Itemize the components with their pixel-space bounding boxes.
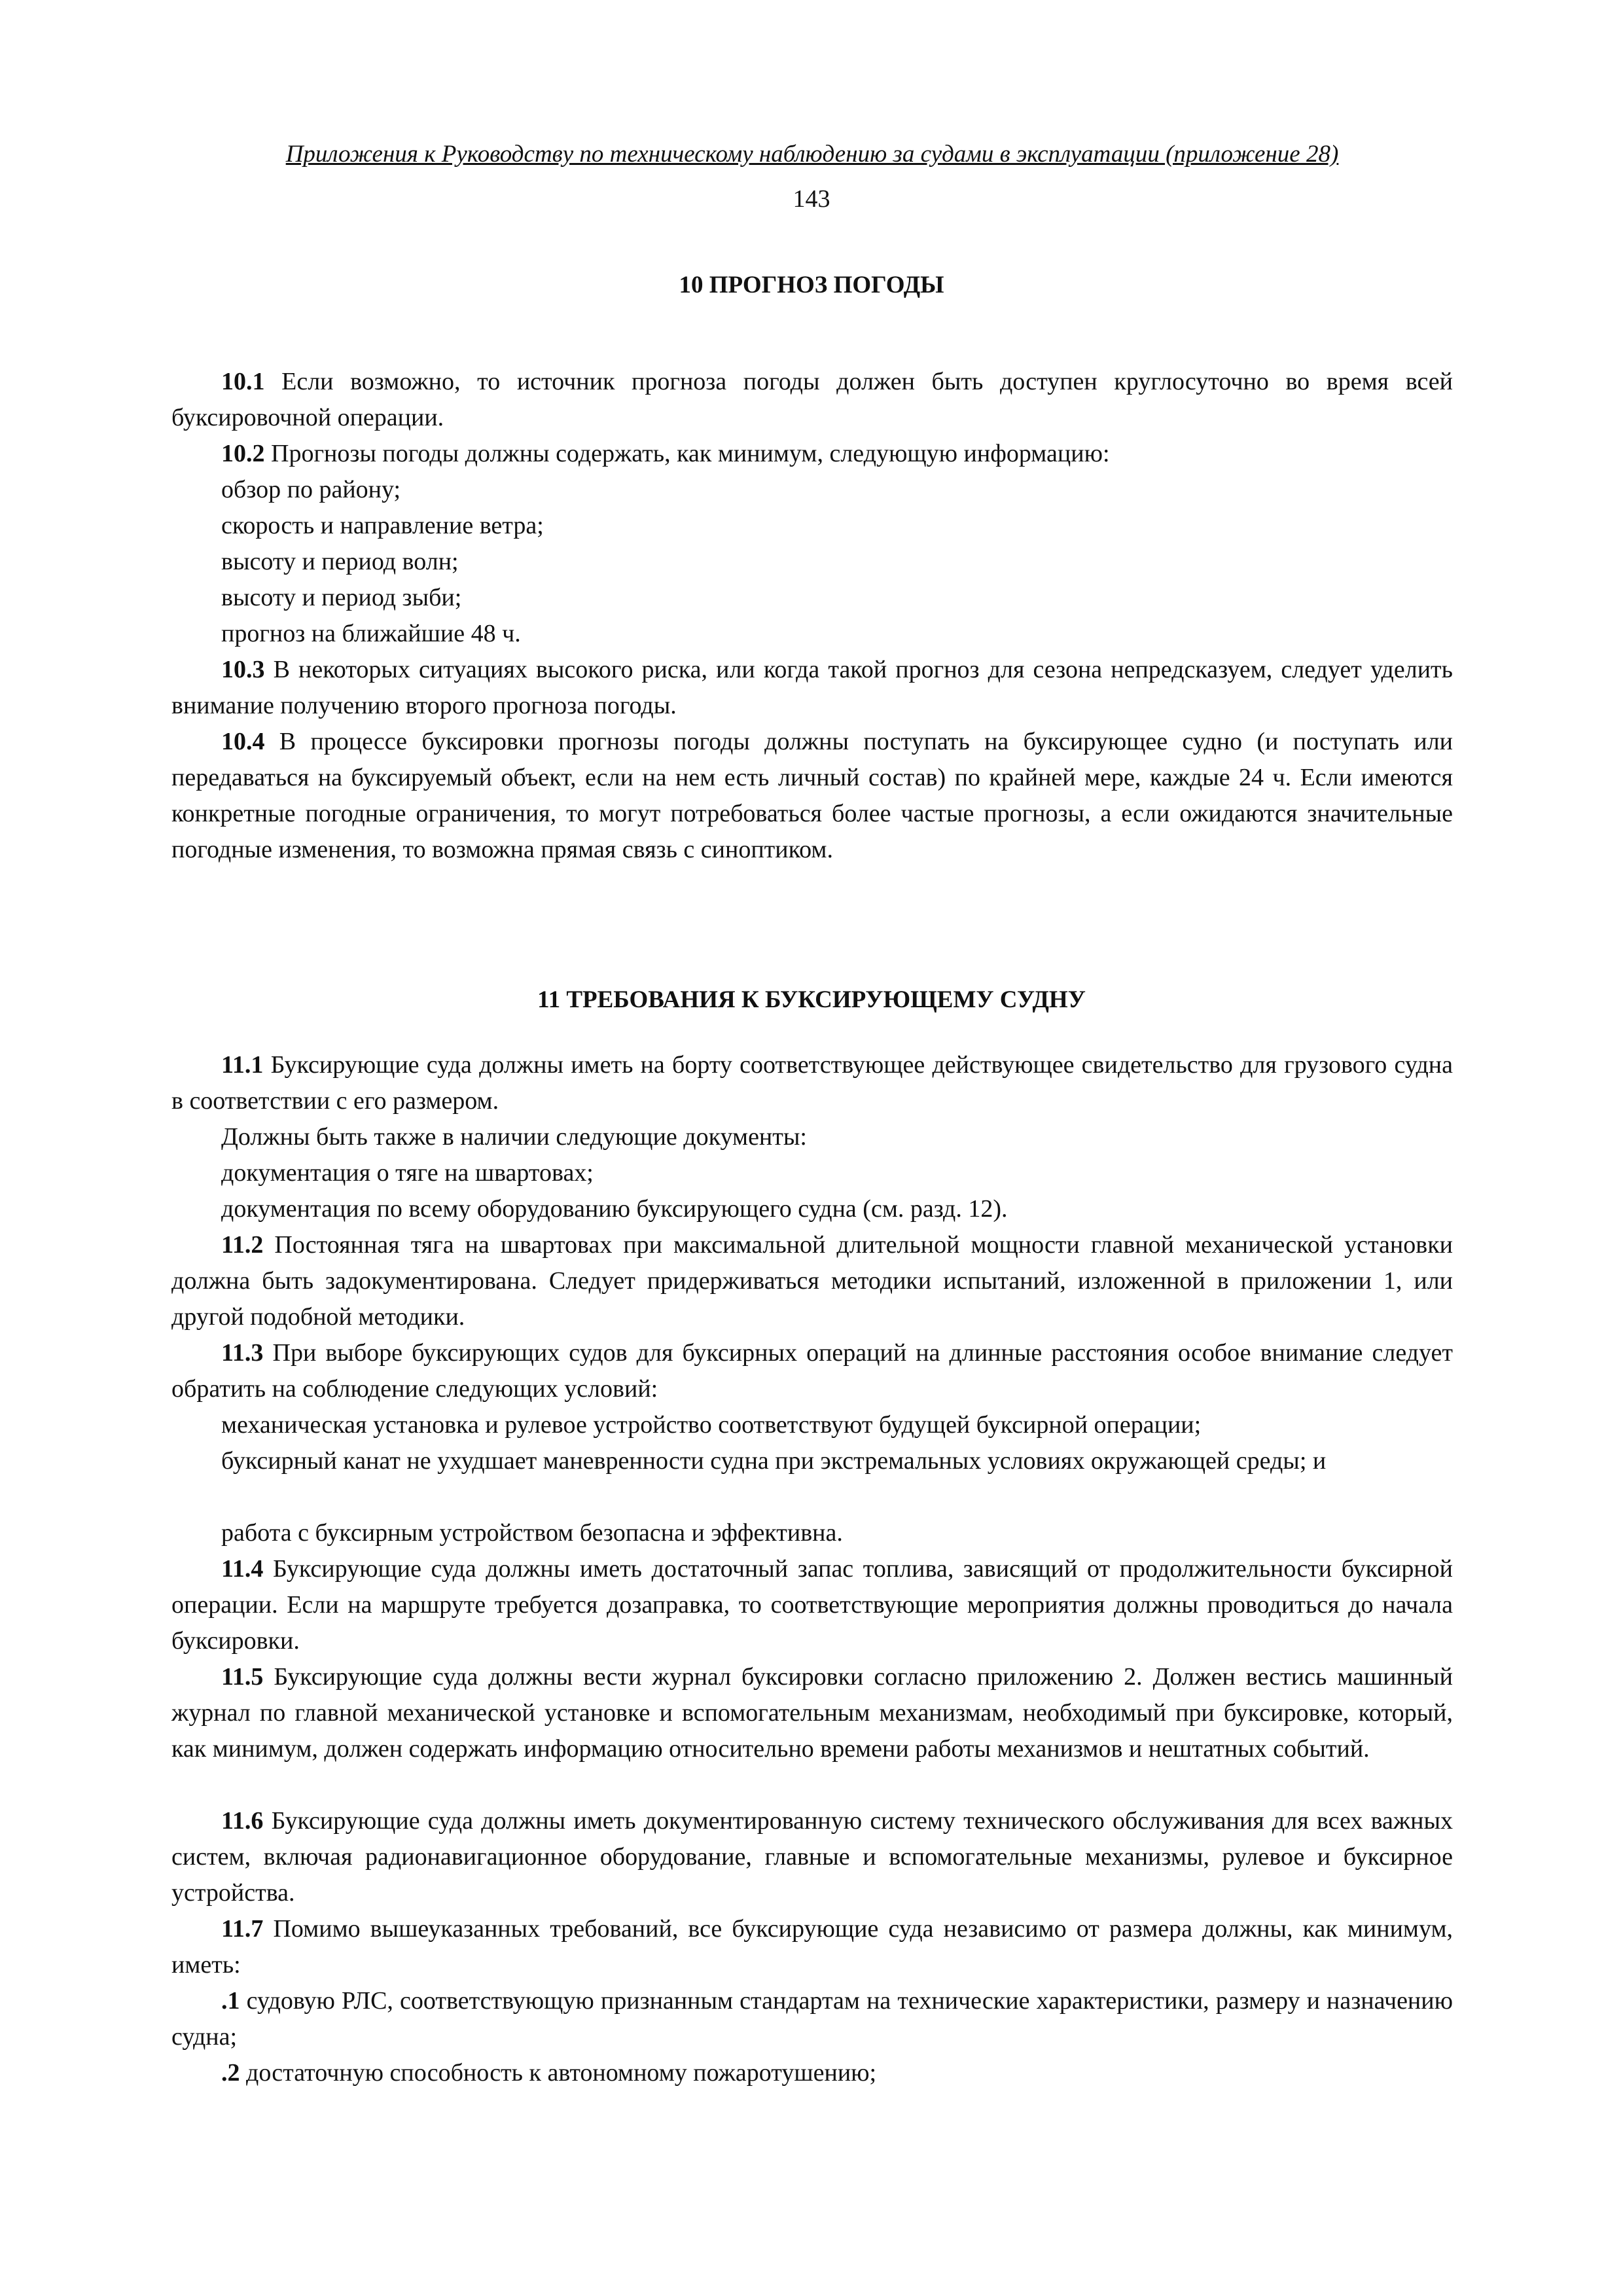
paragraph-text: В процессе буксировки прогнозы погоды должны поступать на буксирующее судно (и поступать или передаваться на буксируемый объект, если на нем есть личный состав) по крайней мере, каждые 24 ч. Если имеются конкретные погодные ограничения, то могут потребоваться более частые прогнозы, а если ожидаются значительные погодные изменения, то возможна прямая связь с синоптиком. <box>171 728 1453 863</box>
condition-item: механическая установка и рулевое устройство соответствуют будущей буксирной операции; <box>221 1411 1202 1439</box>
paragraph-11-3 <box>171 1335 1453 1407</box>
list-item: скорость и направление ветра; <box>221 512 544 539</box>
clause-number: 11.6 <box>221 1807 264 1835</box>
paragraph-text: Если возможно, то источник прогноза погоды должен быть доступен круглосуточно во время всей буксировочной операции. <box>171 368 1453 431</box>
paragraph-text: Прогнозы погоды должны содержать, как минимум, следующую информацию: <box>264 440 1110 467</box>
paragraph-text: При выборе буксирующих судов для буксирных операций на длинные расстояния особое внимание следует обратить на соблюдение следующих условий: <box>171 1339 1453 1403</box>
running-header: Приложения к Руководству по техническому наблюдению за судами в эксплуатации (приложение 28) <box>285 141 1339 168</box>
paragraph-11-6 <box>171 1803 1453 1911</box>
clause-number: 11.5 <box>221 1663 264 1691</box>
documents-intro: Должны быть также в наличии следующие документы: <box>221 1123 807 1151</box>
subitem-text: судовую РЛС, соответствующую признанным стандартам на технические характеристики, размеру и назначению судна; <box>171 1987 1453 2051</box>
condition-item: буксирный канат не ухудшает маневренности судна при экстремальных условиях окружающей среды; и <box>221 1447 1327 1475</box>
clause-number: 11.3 <box>221 1339 264 1367</box>
clause-number: 11.2 <box>221 1231 264 1259</box>
clause-number: 11.1 <box>221 1051 264 1079</box>
clause-number: 11.7 <box>221 1915 264 1943</box>
paragraph-11-5 <box>171 1659 1453 1767</box>
paragraph-text: Помимо вышеуказанных требований, все буксирующие суда независимо от размера должны, как минимум, иметь: <box>171 1915 1453 1979</box>
list-item: документация по всему оборудованию буксирующего судна (см. разд. 12). <box>221 1195 1008 1223</box>
subitem-1 <box>171 1983 1453 2055</box>
section-11-title: 11 ТРЕБОВАНИЯ К БУКСИРУЮЩЕМУ СУДНУ <box>537 986 1086 1013</box>
list-item: документация о тяге на швартовах; <box>221 1159 594 1187</box>
paragraph-10-1 <box>171 364 1453 436</box>
paragraph-11-7 <box>171 1911 1453 1983</box>
subitem-number: .2 <box>221 2059 240 2087</box>
list-item: прогноз на ближайшие 48 ч. <box>221 620 521 647</box>
paragraph-11-1 <box>171 1047 1453 1119</box>
paragraph-11-4 <box>171 1551 1453 1659</box>
paragraph-text: Буксирующие суда должны иметь на борту соответствующее действующее свидетельство для грузового судна в соответствии с его размером. <box>171 1051 1453 1115</box>
clause-number: 10.1 <box>221 368 265 395</box>
paragraph-text: Постоянная тяга на швартовах при максимальной длительной мощности главной механической установки должна быть задокументирована. Следует придерживаться методики испытаний, изложенной в приложении 1, или другой подобной методики. <box>171 1231 1453 1331</box>
subitem-2 <box>171 2055 1453 2091</box>
clause-number: 11.4 <box>221 1555 264 1583</box>
clause-number: 10.4 <box>221 728 265 755</box>
paragraph-11-2 <box>171 1227 1453 1335</box>
clause-number: 10.2 <box>221 440 265 467</box>
subitem-number: .1 <box>221 1987 240 2015</box>
condition-item: работа с буксирным устройством безопасна и эффективна. <box>221 1519 843 1547</box>
list-item: обзор по району; <box>221 476 401 503</box>
paragraph-text: Буксирующие суда должны иметь достаточный запас топлива, зависящий от продолжительности буксирной операции. Если на маршруте требуется дозаправка, то соответствующие мероприятия должны проводиться до начала буксировки. <box>171 1555 1453 1655</box>
list-item: высоту и период зыби; <box>221 584 462 611</box>
page-number: 143 <box>793 185 830 213</box>
paragraph-text: Буксирующие суда должны вести журнал буксировки согласно приложению 2. Должен вестись машинный журнал по главной механической установке и вспомогательным механизмам, необходимый при буксировке, который, как минимум, должен содержать информацию относительно времени работы механизмов и нештатных событий. <box>171 1663 1453 1763</box>
paragraph-10-2 <box>171 436 1453 472</box>
section-10-title: 10 ПРОГНОЗ ПОГОДЫ <box>679 272 944 298</box>
paragraph-10-3 <box>171 652 1453 724</box>
paragraph-text: В некоторых ситуациях высокого риска, или когда такой прогноз для сезона непредсказуем, следует уделить внимание получению второго прогноза погоды. <box>171 656 1453 719</box>
paragraph-10-4 <box>171 724 1453 868</box>
paragraph-text: Буксирующие суда должны иметь документированную систему технического обслуживания для всех важных систем, включая радионавигационное оборудование, главные и вспомогательные механизмы, рулевое и буксирное устройства. <box>171 1807 1453 1907</box>
subitem-text: достаточную способность к автономному пожаротушению; <box>240 2059 877 2087</box>
list-item: высоту и период волн; <box>221 548 459 575</box>
clause-number: 10.3 <box>221 656 265 683</box>
